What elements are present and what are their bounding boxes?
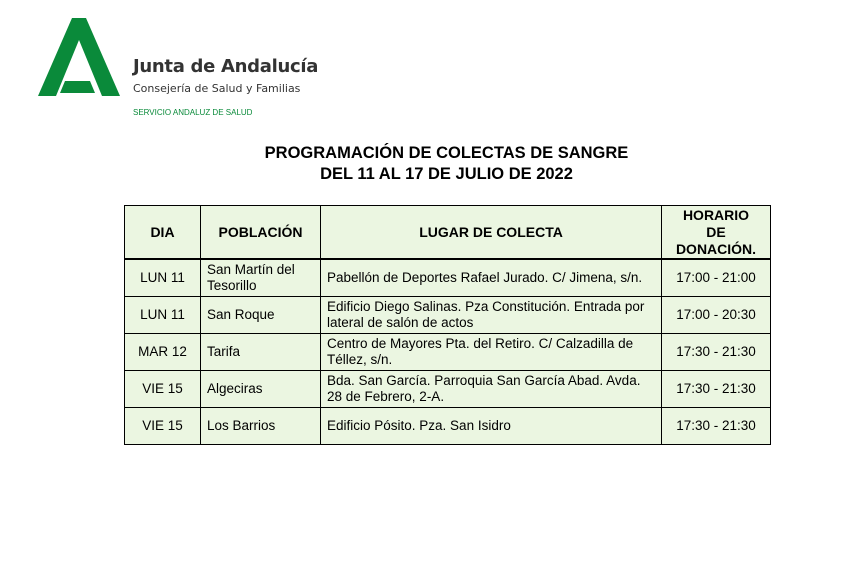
cell-town: Tarifa [201, 334, 321, 371]
cell-day: MAR 12 [125, 334, 201, 371]
column-header-day: DIA [125, 206, 201, 260]
cell-day: LUN 11 [125, 297, 201, 334]
cell-town: San Martín del Tesorillo [201, 259, 321, 297]
column-header-time: HORARIO DE DONACIÓN. [662, 206, 771, 260]
cell-time: 17:30 - 21:30 [662, 334, 771, 371]
table-header-row [125, 206, 771, 260]
cell-day: VIE 15 [125, 371, 201, 408]
donation-schedule-table [124, 205, 771, 445]
department-name: Consejería de Salud y Familias [133, 82, 301, 95]
cell-time: 17:00 - 20:30 [662, 297, 771, 334]
cell-place: Edificio Pósito. Pza. San Isidro [321, 408, 662, 445]
cell-time: 17:30 - 21:30 [662, 408, 771, 445]
junta-andalucia-logo-icon [38, 18, 120, 96]
column-header-place: LUGAR DE COLECTA [321, 206, 662, 260]
cell-place: Bda. San García. Parroquia San García Abad. Avda. 28 de Febrero, 2-A. [321, 371, 662, 408]
page-title: PROGRAMACIÓN DE COLECTAS DE SANGRE [264, 144, 629, 162]
column-header-town: POBLACIÓN [201, 206, 321, 260]
page-subtitle: DEL 11 AL 17 DE JULIO DE 2022 [320, 165, 573, 183]
cell-day: VIE 15 [125, 408, 201, 445]
table-row [125, 371, 771, 408]
org-name: Junta de Andalucía [133, 56, 319, 77]
cell-place: Centro de Mayores Pta. del Retiro. C/ Calzadilla de Téllez, s/n. [321, 334, 662, 371]
cell-place: Pabellón de Deportes Rafael Jurado. C/ Jimena, s/n. [321, 259, 662, 297]
service-name: SERVICIO ANDALUZ DE SALUD [133, 108, 253, 117]
cell-town: San Roque [201, 297, 321, 334]
cell-time: 17:30 - 21:30 [662, 371, 771, 408]
cell-town: Algeciras [201, 371, 321, 408]
table-row [125, 408, 771, 445]
table-row [125, 259, 771, 297]
cell-town: Los Barrios [201, 408, 321, 445]
cell-time: 17:00 - 21:00 [662, 259, 771, 297]
table-row [125, 334, 771, 371]
cell-day: LUN 11 [125, 259, 201, 297]
cell-place: Edificio Diego Salinas. Pza Constitución. Entrada por lateral de salón de actos [321, 297, 662, 334]
table-row [125, 297, 771, 334]
